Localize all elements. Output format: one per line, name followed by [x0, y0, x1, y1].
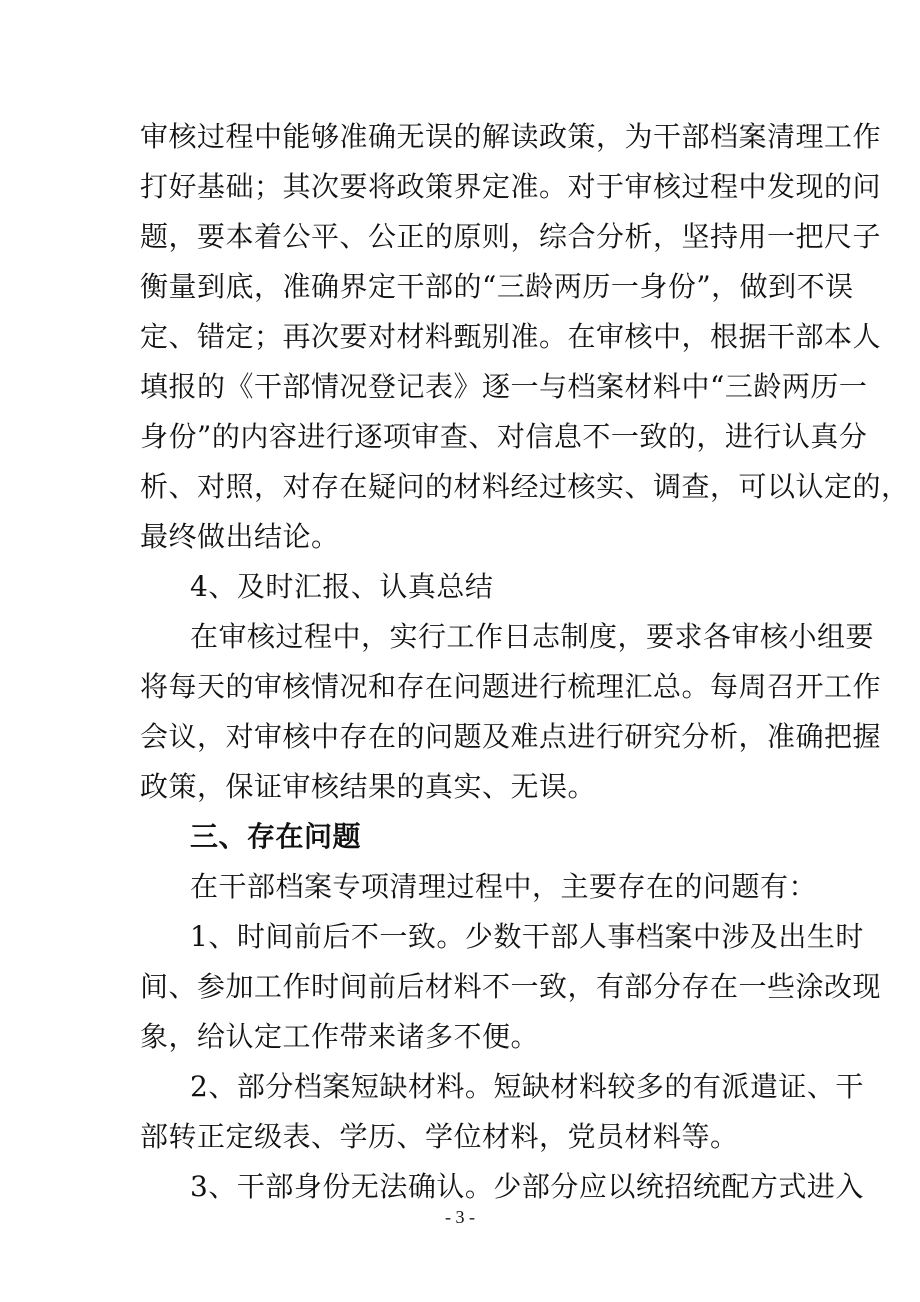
paragraph-first-line: 2、部分档案短缺材料。短缺材料较多的有派遣证、干 [190, 1070, 864, 1103]
body-text-line: 析、对照，对存在疑问的材料经过核实、调查，可以认定的， [140, 470, 910, 503]
section-heading: 三、存在问题 [190, 820, 362, 853]
body-text-line: 题，要本着公平、公正的原则，综合分析，坚持用一把尺子 [140, 220, 882, 253]
body-text-line: 打好基础；其次要将政策界定准。对于审核过程中发现的问 [140, 170, 882, 203]
body-text-line: 政策，保证审核结果的真实、无误。 [140, 770, 597, 803]
body-text-line: 间、参加工作时间前后材料不一致，有部分存在一些涂改现 [140, 970, 882, 1003]
paragraph-first-line: 3、干部身份无法确认。少部分应以统招统配方式进入 [190, 1170, 864, 1203]
section-subheading: 4、及时汇报、认真总结 [190, 570, 494, 603]
body-text-line: 将每天的审核情况和存在问题进行梳理汇总。每周召开工作 [140, 670, 882, 703]
body-text-line: 衡量到底，准确界定干部的“三龄两历一身份”，做到不误 [140, 270, 854, 303]
paragraph-first-line: 在审核过程中，实行工作日志制度，要求各审核小组要 [190, 620, 875, 653]
body-text-line: 身份”的内容进行逐项审查、对信息不一致的，进行认真分 [140, 420, 868, 453]
page-number: - 3 - [445, 1207, 475, 1227]
paragraph-first-line: 在干部档案专项清理过程中，主要存在的问题有： [190, 870, 818, 903]
body-text-line: 最终做出结论。 [140, 520, 340, 553]
body-text-line: 部转正定级表、学历、学位材料，党员材料等。 [140, 1120, 739, 1153]
body-text-line: 审核过程中能够准确无误的解读政策，为干部档案清理工作 [140, 120, 882, 153]
body-text-line: 填报的《干部情况登记表》逐一与档案材料中“三龄两历一 [140, 370, 868, 403]
body-text-line: 定、错定；再次要对材料甄别准。在审核中，根据干部本人 [140, 320, 882, 353]
paragraph-first-line: 1、时间前后不一致。少数干部人事档案中涉及出生时 [190, 920, 864, 953]
body-text-line: 会议，对审核中存在的问题及难点进行研究分析，准确把握 [140, 720, 882, 753]
body-text-line: 象，给认定工作带来诸多不便。 [140, 1020, 540, 1053]
